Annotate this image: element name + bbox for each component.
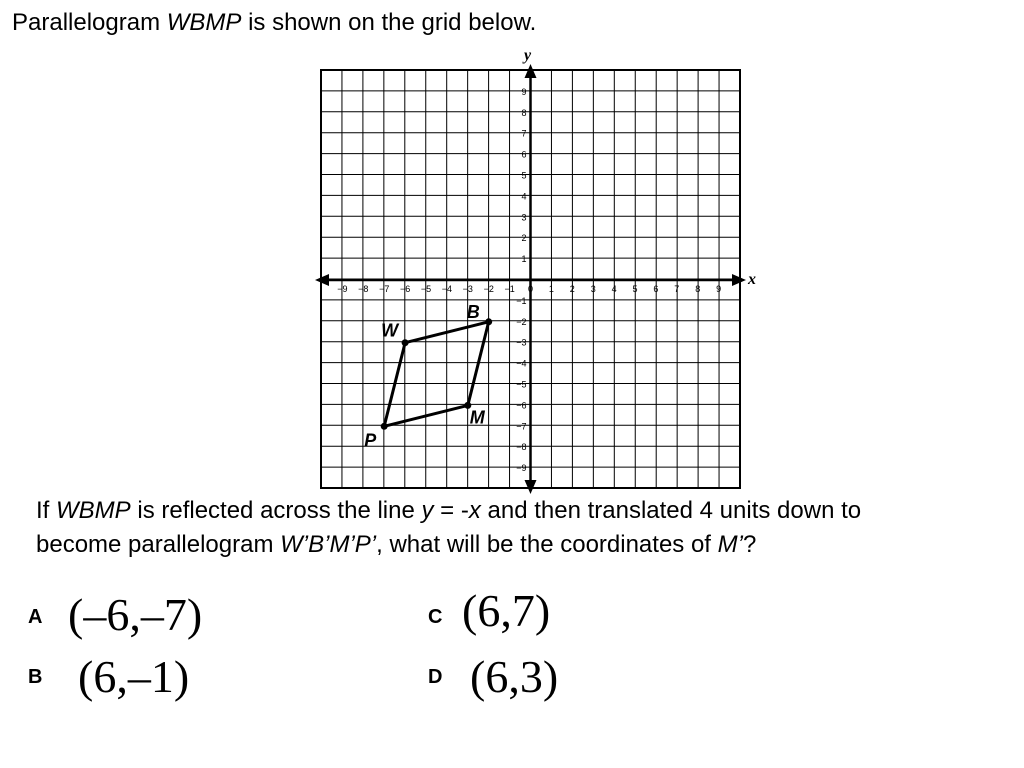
x-tick-labels	[337, 284, 721, 294]
intro-after: is shown on the grid below.	[241, 9, 537, 36]
x-tick-label: 6	[653, 284, 659, 294]
y-tick-label: −7	[516, 421, 527, 432]
line-y-variable: y	[421, 497, 434, 524]
x-tick-label: −6	[399, 284, 411, 294]
x-tick-label: 7	[674, 284, 680, 294]
y-tick-label: −2	[516, 316, 527, 327]
x-tick-label: −7	[379, 284, 390, 294]
x-tick-label: 2	[569, 284, 575, 294]
y-tick-label: 8	[521, 107, 527, 118]
x-tick-label: −1	[504, 284, 515, 294]
y-tick-label: 7	[521, 128, 527, 139]
question-part: and then translated 4 units down to become parallelogram	[36, 497, 862, 558]
y-tick-label: 2	[521, 233, 527, 244]
question-point-name: M’	[717, 531, 743, 558]
vertex-label: W	[381, 320, 399, 341]
x-tick-label: 5	[632, 284, 638, 294]
x-tick-label: −2	[483, 284, 494, 294]
y-tick-label: −8	[516, 442, 527, 453]
vertex-label: P	[364, 430, 377, 451]
choice-d-letter[interactable]: D	[428, 666, 443, 688]
y-axis-label: y	[524, 47, 532, 64]
y-tick-label: −5	[516, 379, 527, 390]
image-shape-name: W’B’M’P’	[280, 531, 377, 558]
y-tick-label: −3	[516, 337, 527, 348]
x-tick-label: −9	[337, 284, 348, 294]
choice-b-value[interactable]: (6,–1)	[78, 651, 190, 702]
vertex-label: B	[466, 301, 480, 322]
x-tick-label: −4	[441, 284, 453, 294]
line-equation-sign: = -	[433, 497, 469, 524]
x-tick-label: 0	[527, 284, 534, 294]
y-tick-label: −6	[516, 400, 527, 411]
question-part: is reflected across the line	[130, 497, 422, 524]
choice-a-value[interactable]: (–6,–7)	[68, 589, 203, 640]
y-tick-label: −4	[516, 358, 527, 369]
x-tick-label: −3	[462, 284, 473, 294]
y-tick-label: 9	[521, 86, 527, 97]
question-shape-name: WBMP	[56, 497, 131, 524]
y-tick-label: 6	[521, 149, 527, 160]
x-tick-label: 4	[611, 284, 617, 294]
x-tick-label: −8	[358, 284, 369, 294]
choice-c-letter[interactable]: C	[428, 606, 443, 628]
vertex-point	[485, 318, 492, 325]
x-tick-label: 8	[695, 284, 701, 294]
y-tick-label: −1	[516, 295, 527, 306]
intro-shape-name: WBMP	[166, 9, 242, 36]
question-part: , what will be the coordinates of	[376, 531, 718, 558]
x-axis-label: x	[748, 271, 756, 288]
x-tick-label: 1	[548, 284, 554, 294]
question-text	[36, 494, 926, 562]
axes	[315, 64, 746, 494]
choice-b-letter[interactable]: B	[28, 666, 43, 688]
choice-a-letter[interactable]: A	[28, 606, 43, 628]
choice-c-value[interactable]: (6,7)	[462, 585, 551, 636]
y-tick-label: 5	[521, 170, 527, 181]
x-tick-label: −5	[420, 284, 432, 294]
vertex-label: M	[469, 407, 485, 428]
y-tick-label: 3	[521, 212, 527, 223]
x-tick-label: 3	[590, 284, 596, 294]
intro-before: Parallelogram	[12, 9, 167, 36]
vertex-point	[402, 339, 409, 346]
question-part: If	[36, 497, 57, 524]
choice-d-value[interactable]: (6,3)	[470, 651, 559, 702]
question-part: ?	[742, 531, 757, 558]
x-tick-label: 9	[716, 284, 722, 294]
y-tick-label: −9	[516, 463, 527, 474]
vertex-point	[381, 423, 388, 430]
line-x-variable: x	[468, 497, 481, 524]
y-tick-label: 4	[521, 191, 527, 202]
y-tick-label: 1	[521, 254, 527, 265]
